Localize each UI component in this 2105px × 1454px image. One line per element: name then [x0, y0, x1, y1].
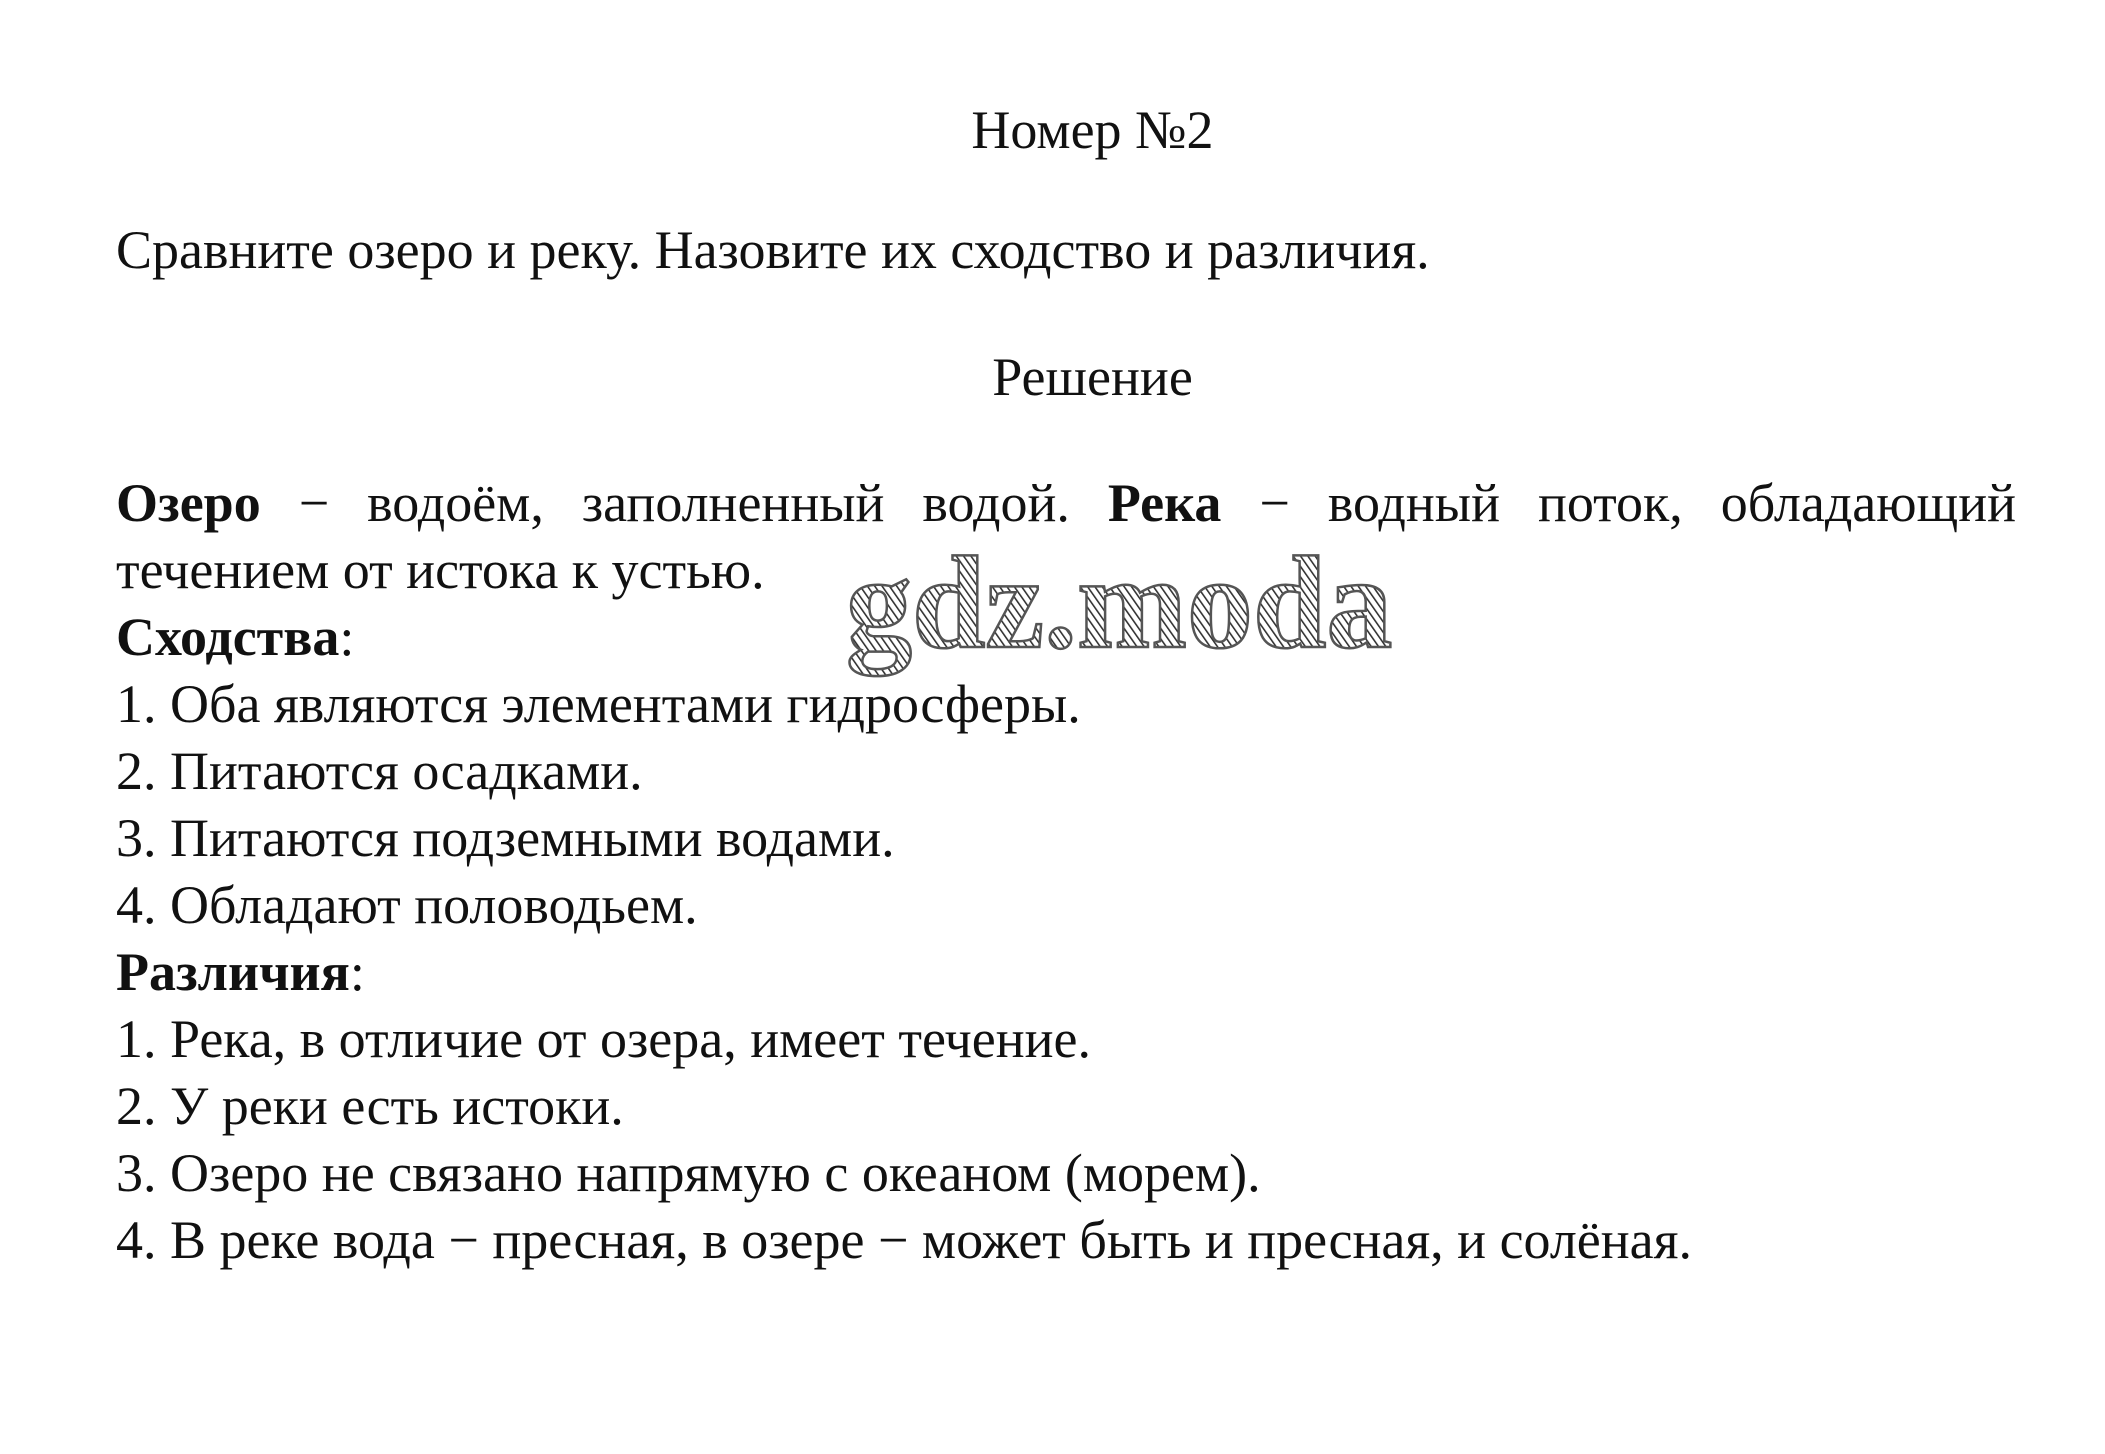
definition-river: − водный поток, обладающий течением от истока к устью. [116, 473, 2016, 600]
differences-colon: : [349, 942, 365, 1002]
definition-lake: − водоём, заполненный водой. [260, 473, 1108, 533]
solution-heading: Решение [992, 347, 1193, 407]
similarities-colon: : [339, 607, 355, 667]
list-item: 1. Река, в отличие от озера, имеет течение. [116, 1009, 1091, 1069]
list-item: 2. Питаются осадками. [116, 741, 643, 801]
watermark-text: gdz.moda [846, 535, 1393, 676]
term-river: Река [1107, 473, 1222, 533]
term-lake: Озеро [116, 473, 261, 533]
watermark-logo-graphic [838, 535, 1438, 685]
similarities-label: Сходства [116, 607, 340, 667]
list-item: 1. Оба являются элементами гидросферы. [116, 674, 1081, 734]
differences-label: Различия [116, 942, 350, 1002]
watermark-logo [838, 535, 1438, 685]
list-item: 3. Питаются подземными водами. [116, 808, 895, 868]
task-text: Сравните озеро и реку. Назовите их сходство и различия. [116, 220, 1430, 280]
differences-heading [116, 939, 2016, 1006]
list-item: 3. Озеро не связано напрямую с океаном (морем). [116, 1143, 1261, 1203]
page-title: Номер №2 [971, 100, 1214, 160]
list-item: 2. У реки есть истоки. [116, 1076, 624, 1136]
list-item: 4. Обладают половодьем. [116, 875, 698, 935]
list-item: 4. В реке вода − пресная, в озере − может быть и пресная, и солёная. [116, 1210, 1692, 1270]
